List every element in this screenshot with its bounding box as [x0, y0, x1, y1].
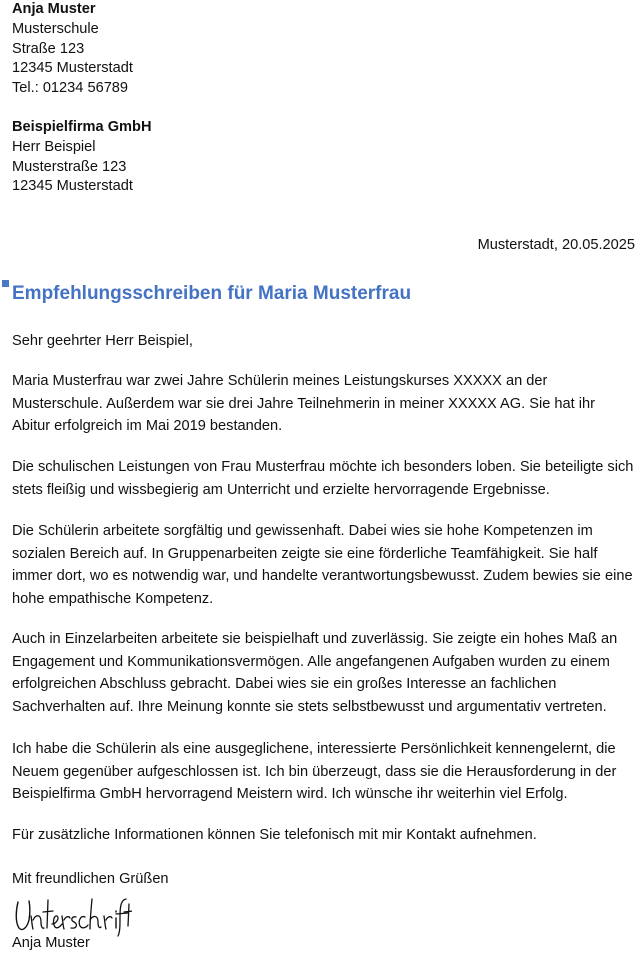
salutation: Sehr geehrter Herr Beispiel,	[12, 333, 193, 349]
body-paragraph: Für zusätzliche Informationen können Sie telefonisch mit mir Kontakt aufnehmen.	[12, 827, 537, 843]
body-paragraph: Die Schülerin arbeitete sorgfältig und gewissenhaft. Dabei wies sie hohe Kompetenzen im sozialen Bereich auf. In Gruppenarbeiten zeigte sie eine förderliche Teamfähigkeit. Sie half immer dort, wo es notwendig war, und handelte verantwortungsbewusst. Zudem bewies sie eine hohe empathische Kompetenz.	[12, 523, 633, 607]
body-paragraph: Maria Musterfrau war zwei Jahre Schülerin meines Leistungskurses XXXXX an der Musterschule. Außerdem war sie drei Jahre Teilnehmerin in meiner XXXXX AG. Sie hat ihr Abitur erfolgreich im Mai 2019 bestanden.	[12, 373, 595, 435]
closing: Mit freundlichen Grüßen	[12, 871, 169, 887]
date-line: Musterstadt, 20.05.2025	[477, 237, 635, 253]
body-paragraph: Die schulischen Leistungen von Frau Musterfrau möchte ich besonders loben. Sie beteiligte sich stets fleißig und wissbegierig am Unterricht und erzielte hervorragende Ergebnisse.	[12, 459, 634, 498]
sender-name: Anja Muster	[12, 1, 96, 17]
sender-organization: Musterschule	[12, 20, 99, 37]
body-paragraph: Ich habe die Schülerin als eine ausgeglichene, interessierte Persönlichkeit kennengelernt, die Neuem gegenüber aufgeschlossen ist. Ich bin überzeugt, dass sie die Herausforderung in der Beispielfirma GmbH hervorragend Meistern wird. Ich wünsche ihr weiterhin viel Erfolg.	[12, 741, 617, 803]
sender-city: 12345 Musterstadt	[12, 60, 133, 77]
recipient-city: 12345 Musterstadt	[12, 178, 133, 195]
recipient-contact: Herr Beispiel	[12, 138, 96, 155]
recipient-street: Musterstraße 123	[12, 158, 127, 175]
heading-marker-icon	[2, 280, 9, 287]
sender-street: Straße 123	[12, 40, 85, 57]
sender-address	[12, 0, 634, 99]
handwritten-signature	[12, 896, 132, 938]
signer-name: Anja Muster	[12, 935, 90, 951]
body-paragraph: Auch in Einzelarbeiten arbeitete sie beispielhaft und zuverlässig. Sie zeigte ein hohes Maß an Engagement und Kommunikationsvermögen. Alle angefangenen Aufgaben wurden zu einem erfolgreichen Abschluss gebracht. Dabei wies sie ein großes Interesse an fachlichen Sachverhalten auf. Ihre Meinung konnte sie stets selbstbewusst und argumentativ vertreten.	[12, 631, 618, 715]
recipient-address	[12, 118, 634, 197]
letter-subject: Empfehlungsschreiben für Maria Musterfrau	[12, 283, 412, 304]
sender-phone: Tel.: 01234 56789	[12, 80, 129, 97]
recipient-company: Beispielfirma GmbH	[12, 119, 152, 135]
